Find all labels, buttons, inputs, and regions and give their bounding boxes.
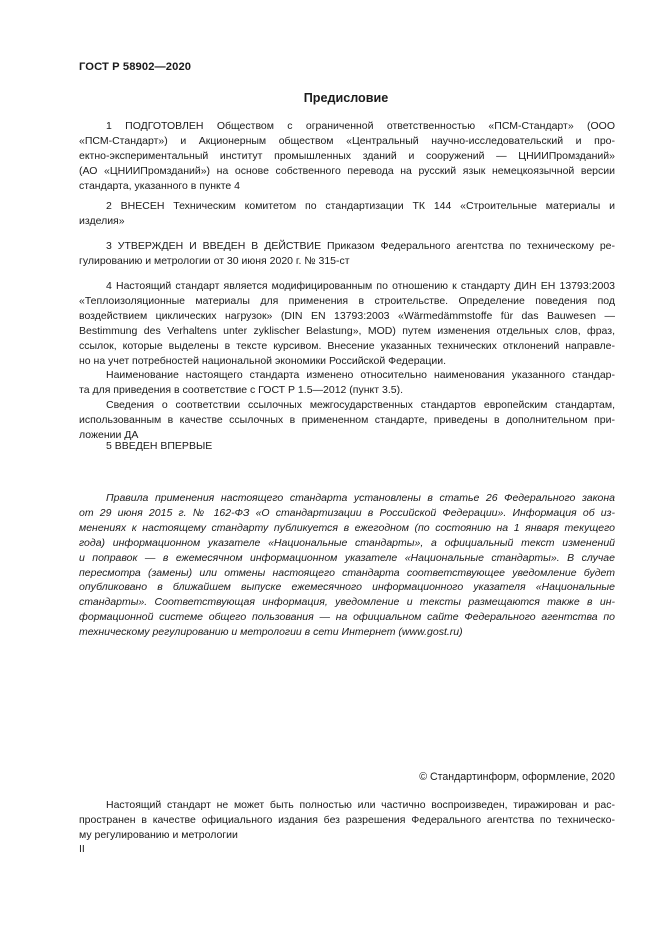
copyright-line: © Стандартинформ, оформление, 2020 [419, 771, 615, 783]
text-line: стандарты». Соответствующая информация, уведомление и тексты размещаются также в ин- [79, 596, 615, 609]
text-line: ссылок, которые выделены в тексте курсивом. Внесение указанных технических отклонений направле- [79, 339, 615, 352]
text-line: 3 УТВЕРЖДЕН И ВВЕДЕН В ДЕЙСТВИЕ Приказом Федерального агентства по техническому ре- [106, 240, 615, 252]
section-5 [79, 439, 615, 454]
text-line: но на учет потребностей национальной экономики Российской Федерации. [79, 354, 447, 367]
section-2 [79, 199, 615, 229]
text-line: менениях к настоящему стандарту публикуется в ежегодном (по состоянию на 1 января текущего [79, 521, 615, 534]
text-line: формационной системе общего пользования — на официальном сайте Федерального агентства по [79, 611, 615, 624]
section-3 [79, 239, 615, 269]
text-line: ектно-экспериментальный институт промышленных зданий и сооружений — ЦНИИПромзданий» [79, 149, 615, 162]
text-line: 4 Настоящий стандарт является модифицированным по отношению к стандарту ДИН ЕН 13793:2003 [106, 280, 615, 292]
text-line: 1 ПОДГОТОВЛЕН Обществом с ограниченной ответственностью «ПСМ-Стандарт» (ООО [106, 120, 615, 132]
standard-code-header: ГОСТ Р 58902—2020 [79, 61, 192, 73]
text-line: опубликовано в ближайшем выпуске ежемесячного информационного указателя «Национальные [79, 581, 615, 594]
text-line: Bestimmung des Verhaltens unter zyklischer Belastung», MOD) путем изменения отдельных слов, фраз, [79, 324, 615, 337]
official-notice [79, 491, 615, 640]
text-line: та для приведения в соответствие с ГОСТ Р 1.5—2012 (пункт 3.5). [79, 384, 403, 397]
text-line: ложении ДА [79, 429, 139, 442]
text-line: использованным в качестве ссылочных в примененном стандарте, приведены в дополнительном при- [79, 414, 615, 427]
section-4 [79, 279, 615, 443]
text-line: гулированию и метрологии от 30 июня 2020 г. № 315-ст [79, 254, 350, 267]
text-line: пространен в качестве официального издания без разрешения Федерального агентства по техническо- [79, 813, 615, 826]
text-line: «ПСМ-Стандарт») и Акционерным обществом «Центральный научно-исследовательский и про- [79, 134, 615, 147]
text-line: Настоящий стандарт не может быть полностью или частично воспроизведен, тиражирован и рас- [106, 799, 615, 811]
reproduction-rights [79, 798, 615, 843]
text-line: «Теплоизоляционные материалы для применения в строительстве. Определение поведения под [79, 294, 615, 307]
text-line: техническому регулированию и метрологии в сети Интернет (www.gost.ru) [79, 626, 463, 639]
text-line: и поправок — в ежемесячном информационном указателе «Национальные стандарты». В случае [79, 551, 615, 564]
page-number: II [79, 843, 85, 855]
text-line: воздействием циклических нагрузок» (DIN EN 13793:2003 «Wärmedämmstoffe für das Bauwesen — [79, 309, 615, 322]
page-title: Предисловие [303, 91, 389, 105]
text-line: 2 ВНЕСЕН Техническим комитетом по стандартизации ТК 144 «Строительные материалы и [106, 200, 615, 212]
text-line: му регулированию и метрологии [79, 828, 238, 841]
text-line: пересмотра (замены) или отмены настоящего стандарта соответствующее уведомление будет [79, 566, 615, 579]
text-line: Сведения о соответствии ссылочных межгосударственных стандартов европейским стандартам, [106, 399, 615, 412]
text-line: 5 ВВЕДЕН ВПЕРВЫЕ [106, 440, 213, 452]
text-line: (АО «ЦНИИПромзданий») на основе собственного перевода на русский язык немецкоязычной версии [79, 164, 615, 177]
text-line: Наименование настоящего стандарта изменено относительно наименования указанного стандар- [106, 369, 615, 382]
text-line: года) информационном указателе «Национальные стандарты», а официальный текст изменений [79, 536, 615, 549]
text-line: стандарта, указанного в пункте 4 [79, 179, 240, 192]
text-line: Правила применения настоящего стандарта установлены в статье 26 Федерального закона [106, 492, 615, 504]
text-line: изделия» [79, 214, 125, 227]
section-1 [79, 119, 615, 194]
text-line: от 29 июня 2015 г. № 162-ФЗ «О стандартизации в Российской Федерации». Информация об из- [79, 506, 615, 519]
